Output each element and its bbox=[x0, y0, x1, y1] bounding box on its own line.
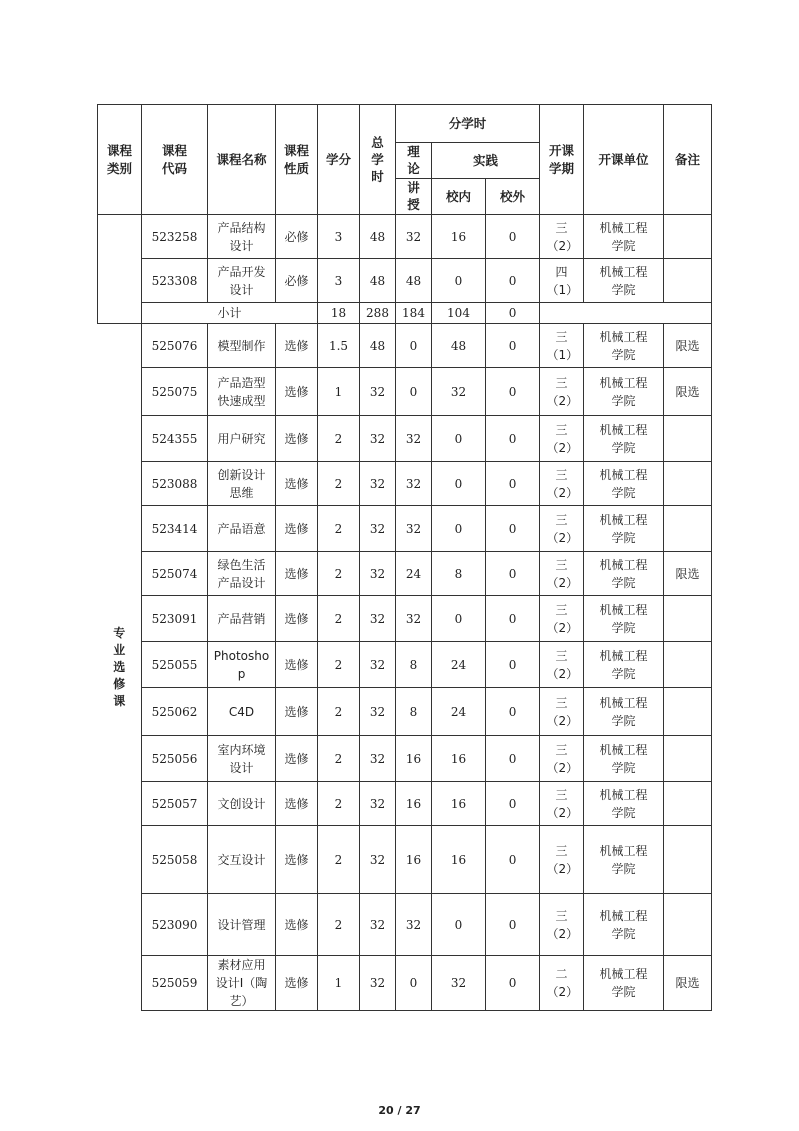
course-note: 限选 bbox=[664, 956, 712, 1011]
course-nature: 选修 bbox=[276, 506, 318, 552]
header-nature: 课程性质 bbox=[276, 105, 318, 215]
header-practice: 实践 bbox=[432, 143, 540, 179]
course-note: 限选 bbox=[664, 368, 712, 416]
course-lecture: 0 bbox=[396, 956, 432, 1011]
header-code: 课程代码 bbox=[142, 105, 208, 215]
table-header bbox=[98, 105, 712, 215]
subtotal-off-school: 0 bbox=[486, 303, 540, 324]
course-name: 室内环境设计 bbox=[208, 736, 276, 782]
course-credits: 2 bbox=[318, 416, 360, 462]
course-unit: 机械工程学院 bbox=[584, 736, 664, 782]
course-nature: 选修 bbox=[276, 324, 318, 368]
course-credits: 2 bbox=[318, 736, 360, 782]
course-lecture: 24 bbox=[396, 552, 432, 596]
table-row bbox=[98, 215, 712, 259]
course-credits: 1 bbox=[318, 368, 360, 416]
course-name: 产品开发设计 bbox=[208, 259, 276, 303]
course-off-school: 0 bbox=[486, 826, 540, 894]
course-credits: 1.5 bbox=[318, 324, 360, 368]
table-row bbox=[98, 736, 712, 782]
course-term: 三（2） bbox=[540, 506, 584, 552]
course-unit: 机械工程学院 bbox=[584, 416, 664, 462]
course-in-school: 16 bbox=[432, 215, 486, 259]
course-lecture: 32 bbox=[396, 416, 432, 462]
header-term: 开课学期 bbox=[540, 105, 584, 215]
course-code: 524355 bbox=[142, 416, 208, 462]
course-off-school: 0 bbox=[486, 782, 540, 826]
course-name: C4D bbox=[208, 688, 276, 736]
table-row bbox=[98, 324, 712, 368]
course-unit: 机械工程学院 bbox=[584, 782, 664, 826]
course-off-school: 0 bbox=[486, 688, 540, 736]
course-code: 523258 bbox=[142, 215, 208, 259]
course-lecture: 8 bbox=[396, 688, 432, 736]
course-lecture: 32 bbox=[396, 215, 432, 259]
course-name: 产品造型快速成型 bbox=[208, 368, 276, 416]
course-note bbox=[664, 826, 712, 894]
subtotal-label: 小计 bbox=[142, 303, 318, 324]
course-total: 32 bbox=[360, 462, 396, 506]
course-in-school: 24 bbox=[432, 688, 486, 736]
course-credits: 2 bbox=[318, 688, 360, 736]
course-in-school: 32 bbox=[432, 368, 486, 416]
table-row bbox=[98, 259, 712, 303]
table-row bbox=[98, 642, 712, 688]
course-off-school: 0 bbox=[486, 506, 540, 552]
course-note bbox=[664, 462, 712, 506]
course-name: 产品语意 bbox=[208, 506, 276, 552]
course-term: 三（2） bbox=[540, 416, 584, 462]
course-in-school: 0 bbox=[432, 506, 486, 552]
course-nature: 选修 bbox=[276, 956, 318, 1011]
course-off-school: 0 bbox=[486, 956, 540, 1011]
course-code: 523091 bbox=[142, 596, 208, 642]
course-term: 三（2） bbox=[540, 215, 584, 259]
table-row bbox=[98, 956, 712, 1011]
course-note: 限选 bbox=[664, 324, 712, 368]
header-note: 备注 bbox=[664, 105, 712, 215]
course-off-school: 0 bbox=[486, 736, 540, 782]
course-unit: 机械工程学院 bbox=[584, 259, 664, 303]
subtotal-lecture: 184 bbox=[396, 303, 432, 324]
course-name: 文创设计 bbox=[208, 782, 276, 826]
header-category: 课程类别 bbox=[98, 105, 142, 215]
subtotal-blank bbox=[540, 303, 712, 324]
course-term: 三（2） bbox=[540, 688, 584, 736]
table-row bbox=[98, 506, 712, 552]
course-in-school: 16 bbox=[432, 782, 486, 826]
course-total: 48 bbox=[360, 324, 396, 368]
course-term: 三（2） bbox=[540, 462, 584, 506]
course-term: 三（2） bbox=[540, 596, 584, 642]
table-row bbox=[98, 782, 712, 826]
course-unit: 机械工程学院 bbox=[584, 552, 664, 596]
course-code: 525055 bbox=[142, 642, 208, 688]
course-unit: 机械工程学院 bbox=[584, 596, 664, 642]
course-credits: 2 bbox=[318, 596, 360, 642]
course-nature: 必修 bbox=[276, 259, 318, 303]
table-row bbox=[98, 368, 712, 416]
header-name: 课程名称 bbox=[208, 105, 276, 215]
header-split-hours: 分学时 bbox=[396, 105, 540, 143]
course-code: 525056 bbox=[142, 736, 208, 782]
course-in-school: 32 bbox=[432, 956, 486, 1011]
course-in-school: 16 bbox=[432, 736, 486, 782]
course-total: 32 bbox=[360, 552, 396, 596]
course-nature: 选修 bbox=[276, 642, 318, 688]
course-term: 三（2） bbox=[540, 552, 584, 596]
course-off-school: 0 bbox=[486, 368, 540, 416]
course-nature: 选修 bbox=[276, 782, 318, 826]
course-term: 三（2） bbox=[540, 736, 584, 782]
category-cell-empty bbox=[98, 215, 142, 324]
course-in-school: 0 bbox=[432, 894, 486, 956]
course-name: 产品营销 bbox=[208, 596, 276, 642]
course-code: 523308 bbox=[142, 259, 208, 303]
course-code: 525076 bbox=[142, 324, 208, 368]
course-term: 三（2） bbox=[540, 894, 584, 956]
course-credits: 2 bbox=[318, 552, 360, 596]
course-off-school: 0 bbox=[486, 416, 540, 462]
course-in-school: 24 bbox=[432, 642, 486, 688]
course-code: 525074 bbox=[142, 552, 208, 596]
course-name: 交互设计 bbox=[208, 826, 276, 894]
table-row bbox=[98, 462, 712, 506]
course-total: 32 bbox=[360, 368, 396, 416]
course-nature: 选修 bbox=[276, 826, 318, 894]
course-lecture: 32 bbox=[396, 506, 432, 552]
subtotal-in-school: 104 bbox=[432, 303, 486, 324]
course-in-school: 16 bbox=[432, 826, 486, 894]
course-lecture: 32 bbox=[396, 894, 432, 956]
course-total: 32 bbox=[360, 826, 396, 894]
course-total: 32 bbox=[360, 894, 396, 956]
header-unit: 开课单位 bbox=[584, 105, 664, 215]
course-nature: 选修 bbox=[276, 688, 318, 736]
course-in-school: 0 bbox=[432, 596, 486, 642]
subtotal-credits: 18 bbox=[318, 303, 360, 324]
course-total: 32 bbox=[360, 688, 396, 736]
subtotal-total: 288 bbox=[360, 303, 396, 324]
course-off-school: 0 bbox=[486, 462, 540, 506]
subtotal-row bbox=[98, 303, 712, 324]
course-nature: 选修 bbox=[276, 462, 318, 506]
course-note bbox=[664, 259, 712, 303]
course-term: 二（2） bbox=[540, 956, 584, 1011]
course-term: 三（2） bbox=[540, 642, 584, 688]
course-credits: 2 bbox=[318, 642, 360, 688]
course-total: 48 bbox=[360, 259, 396, 303]
course-name: 创新设计思维 bbox=[208, 462, 276, 506]
course-lecture: 16 bbox=[396, 782, 432, 826]
course-off-school: 0 bbox=[486, 259, 540, 303]
course-code: 525057 bbox=[142, 782, 208, 826]
course-note bbox=[664, 688, 712, 736]
course-term: 三（2） bbox=[540, 368, 584, 416]
course-unit: 机械工程学院 bbox=[584, 368, 664, 416]
table-row bbox=[98, 552, 712, 596]
course-off-school: 0 bbox=[486, 642, 540, 688]
course-lecture: 32 bbox=[396, 596, 432, 642]
course-credits: 2 bbox=[318, 462, 360, 506]
course-code: 523088 bbox=[142, 462, 208, 506]
course-nature: 选修 bbox=[276, 596, 318, 642]
course-off-school: 0 bbox=[486, 324, 540, 368]
course-total: 32 bbox=[360, 506, 396, 552]
page-number: 20 / 27 bbox=[378, 1104, 421, 1117]
course-unit: 机械工程学院 bbox=[584, 324, 664, 368]
course-nature: 选修 bbox=[276, 368, 318, 416]
course-note bbox=[664, 416, 712, 462]
header-total-hours: 总学时 bbox=[360, 105, 396, 215]
course-note bbox=[664, 596, 712, 642]
course-name: 素材应用设计Ⅰ（陶艺） bbox=[208, 956, 276, 1011]
course-term: 四（1） bbox=[540, 259, 584, 303]
course-lecture: 32 bbox=[396, 462, 432, 506]
course-credits: 3 bbox=[318, 215, 360, 259]
table-row bbox=[98, 596, 712, 642]
course-unit: 机械工程学院 bbox=[584, 688, 664, 736]
course-code: 525062 bbox=[142, 688, 208, 736]
table-row bbox=[98, 688, 712, 736]
course-lecture: 0 bbox=[396, 368, 432, 416]
course-table bbox=[97, 104, 712, 1011]
course-credits: 2 bbox=[318, 894, 360, 956]
table-row bbox=[98, 416, 712, 462]
course-code: 525075 bbox=[142, 368, 208, 416]
section-required bbox=[98, 215, 712, 324]
course-unit: 机械工程学院 bbox=[584, 215, 664, 259]
table-row bbox=[98, 826, 712, 894]
course-unit: 机械工程学院 bbox=[584, 826, 664, 894]
course-note bbox=[664, 215, 712, 259]
course-name: 设计管理 bbox=[208, 894, 276, 956]
course-off-school: 0 bbox=[486, 596, 540, 642]
course-nature: 选修 bbox=[276, 894, 318, 956]
course-code: 525058 bbox=[142, 826, 208, 894]
course-off-school: 0 bbox=[486, 552, 540, 596]
course-in-school: 0 bbox=[432, 462, 486, 506]
course-name: 用户研究 bbox=[208, 416, 276, 462]
course-unit: 机械工程学院 bbox=[584, 642, 664, 688]
course-name: Photoshop bbox=[208, 642, 276, 688]
course-name: 模型制作 bbox=[208, 324, 276, 368]
course-term: 三（1） bbox=[540, 324, 584, 368]
course-credits: 2 bbox=[318, 782, 360, 826]
course-term: 三（2） bbox=[540, 826, 584, 894]
header-in-school: 校内 bbox=[432, 179, 486, 215]
course-unit: 机械工程学院 bbox=[584, 894, 664, 956]
course-name: 产品结构设计 bbox=[208, 215, 276, 259]
course-note bbox=[664, 642, 712, 688]
course-term: 三（2） bbox=[540, 782, 584, 826]
course-total: 48 bbox=[360, 215, 396, 259]
course-credits: 1 bbox=[318, 956, 360, 1011]
course-credits: 3 bbox=[318, 259, 360, 303]
course-total: 32 bbox=[360, 782, 396, 826]
course-unit: 机械工程学院 bbox=[584, 956, 664, 1011]
course-in-school: 48 bbox=[432, 324, 486, 368]
course-note bbox=[664, 506, 712, 552]
course-code: 525059 bbox=[142, 956, 208, 1011]
course-lecture: 16 bbox=[396, 826, 432, 894]
course-note bbox=[664, 894, 712, 956]
course-code: 523090 bbox=[142, 894, 208, 956]
course-note: 限选 bbox=[664, 552, 712, 596]
course-total: 32 bbox=[360, 956, 396, 1011]
course-total: 32 bbox=[360, 736, 396, 782]
course-nature: 必修 bbox=[276, 215, 318, 259]
course-nature: 选修 bbox=[276, 416, 318, 462]
table-row bbox=[98, 894, 712, 956]
header-lecture: 讲授 bbox=[396, 179, 432, 215]
course-code: 523414 bbox=[142, 506, 208, 552]
course-total: 32 bbox=[360, 416, 396, 462]
course-unit: 机械工程学院 bbox=[584, 462, 664, 506]
course-name: 绿色生活产品设计 bbox=[208, 552, 276, 596]
header-theory: 理论 bbox=[396, 143, 432, 179]
course-off-school: 0 bbox=[486, 894, 540, 956]
course-in-school: 0 bbox=[432, 259, 486, 303]
course-credits: 2 bbox=[318, 826, 360, 894]
category-cell: 专业选修课 bbox=[98, 324, 142, 1011]
course-note bbox=[664, 782, 712, 826]
course-lecture: 8 bbox=[396, 642, 432, 688]
course-nature: 选修 bbox=[276, 552, 318, 596]
course-note bbox=[664, 736, 712, 782]
course-in-school: 8 bbox=[432, 552, 486, 596]
course-unit: 机械工程学院 bbox=[584, 506, 664, 552]
header-off-school: 校外 bbox=[486, 179, 540, 215]
course-total: 32 bbox=[360, 596, 396, 642]
course-total: 32 bbox=[360, 642, 396, 688]
course-lecture: 48 bbox=[396, 259, 432, 303]
course-lecture: 0 bbox=[396, 324, 432, 368]
course-in-school: 0 bbox=[432, 416, 486, 462]
course-off-school: 0 bbox=[486, 215, 540, 259]
section-elective bbox=[98, 324, 712, 1011]
header-credits: 学分 bbox=[318, 105, 360, 215]
course-credits: 2 bbox=[318, 506, 360, 552]
course-nature: 选修 bbox=[276, 736, 318, 782]
course-lecture: 16 bbox=[396, 736, 432, 782]
